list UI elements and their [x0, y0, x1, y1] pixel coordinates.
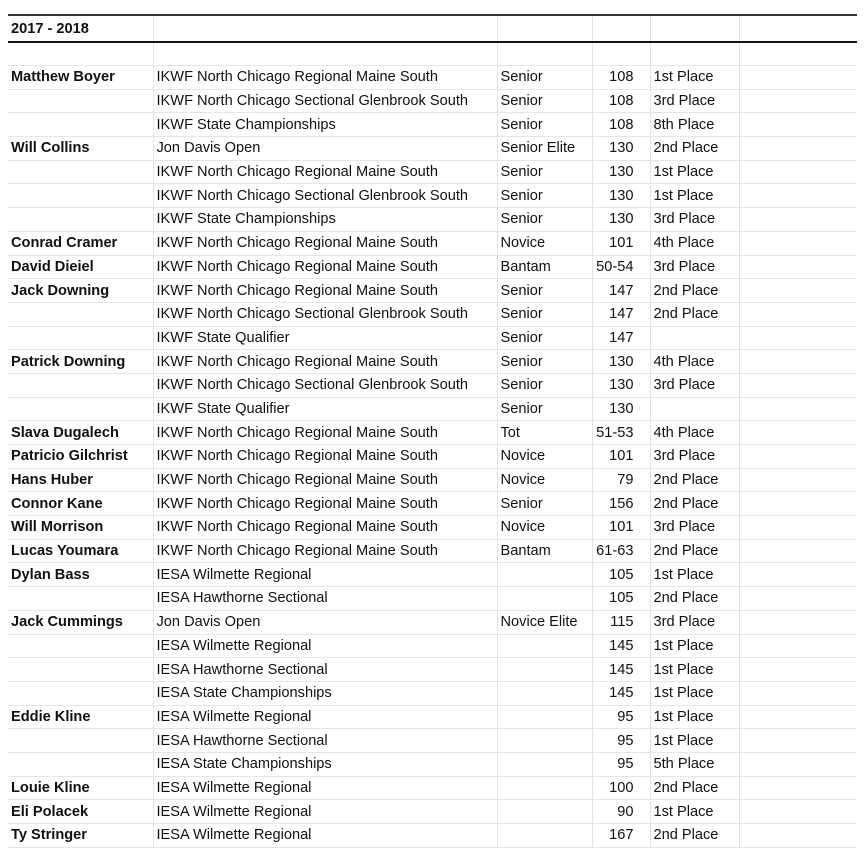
place-cell: 3rd Place — [650, 255, 739, 279]
event-cell: IESA Wilmette Regional — [153, 705, 497, 729]
event-cell: IKWF State Championships — [153, 113, 497, 137]
event-cell: IKWF North Chicago Regional Maine South — [153, 279, 497, 303]
wrestler-name-cell: Matthew Boyer — [8, 66, 153, 90]
place-cell: 1st Place — [650, 681, 739, 705]
event-cell: IESA Wilmette Regional — [153, 634, 497, 658]
place-cell: 1st Place — [650, 729, 739, 753]
empty-cell — [739, 397, 857, 421]
season-header-row — [8, 15, 857, 42]
division-cell: Bantam — [497, 255, 592, 279]
empty-cell — [739, 350, 857, 374]
weight-cell: 108 — [592, 89, 650, 113]
division-cell — [497, 681, 592, 705]
event-cell: IKWF North Chicago Regional Maine South — [153, 468, 497, 492]
event-cell: IESA Wilmette Regional — [153, 824, 497, 848]
event-cell: IESA State Championships — [153, 681, 497, 705]
empty-cell — [739, 658, 857, 682]
weight-cell: 115 — [592, 610, 650, 634]
weight-cell: 105 — [592, 563, 650, 587]
empty-cell — [739, 113, 857, 137]
wrestler-name-cell: Eli Polacek — [8, 800, 153, 824]
weight-cell: 51-53 — [592, 421, 650, 445]
weight-cell: 147 — [592, 326, 650, 350]
wrestler-name-cell — [8, 729, 153, 753]
place-cell: 3rd Place — [650, 516, 739, 540]
wrestler-name-cell — [8, 752, 153, 776]
empty-cell — [739, 15, 857, 42]
division-cell: Novice — [497, 231, 592, 255]
place-cell: 3rd Place — [650, 610, 739, 634]
event-cell: IESA Hawthorne Sectional — [153, 587, 497, 611]
empty-cell — [739, 800, 857, 824]
wrestler-name-cell: Slava Dugalech — [8, 421, 153, 445]
division-cell: Senior — [497, 208, 592, 232]
wrestler-name-cell — [8, 89, 153, 113]
empty-cell — [739, 89, 857, 113]
division-cell: Senior — [497, 160, 592, 184]
event-cell: IKWF North Chicago Regional Maine South — [153, 231, 497, 255]
weight-cell: 156 — [592, 492, 650, 516]
place-cell: 2nd Place — [650, 302, 739, 326]
event-cell: IKWF North Chicago Regional Maine South — [153, 539, 497, 563]
place-cell: 1st Place — [650, 634, 739, 658]
place-cell: 2nd Place — [650, 539, 739, 563]
weight-cell: 95 — [592, 752, 650, 776]
place-cell: 1st Place — [650, 800, 739, 824]
wrestler-name-cell: David Dieiel — [8, 255, 153, 279]
place-cell: 8th Place — [650, 113, 739, 137]
empty-cell — [739, 468, 857, 492]
weight-cell: 101 — [592, 516, 650, 540]
empty-cell — [739, 492, 857, 516]
empty-cell — [650, 15, 739, 42]
event-cell: IKWF North Chicago Regional Maine South — [153, 255, 497, 279]
event-cell: IESA Hawthorne Sectional — [153, 658, 497, 682]
weight-cell: 95 — [592, 705, 650, 729]
wrestler-name-cell: Will Morrison — [8, 516, 153, 540]
event-cell: IKWF North Chicago Regional Maine South — [153, 160, 497, 184]
wrestler-name-cell: Dylan Bass — [8, 563, 153, 587]
place-cell: 3rd Place — [650, 89, 739, 113]
empty-cell — [739, 752, 857, 776]
empty-cell — [739, 137, 857, 161]
division-cell: Senior — [497, 66, 592, 90]
results-sheet — [8, 14, 857, 848]
result-row — [8, 824, 857, 848]
event-cell: IESA State Championships — [153, 752, 497, 776]
result-row — [8, 160, 857, 184]
weight-cell: 130 — [592, 160, 650, 184]
wrestler-name-cell: Ty Stringer — [8, 824, 153, 848]
empty-cell — [650, 42, 739, 66]
result-row — [8, 492, 857, 516]
weight-cell: 130 — [592, 184, 650, 208]
division-cell: Senior — [497, 113, 592, 137]
empty-cell — [739, 681, 857, 705]
wrestler-name-cell — [8, 184, 153, 208]
weight-cell: 130 — [592, 137, 650, 161]
empty-cell — [739, 373, 857, 397]
wrestler-name-cell: Patricio Gilchrist — [8, 445, 153, 469]
result-row — [8, 137, 857, 161]
weight-cell: 167 — [592, 824, 650, 848]
division-cell: Novice — [497, 516, 592, 540]
result-row — [8, 776, 857, 800]
place-cell: 2nd Place — [650, 776, 739, 800]
division-cell: Senior — [497, 326, 592, 350]
empty-cell — [739, 776, 857, 800]
wrestler-name-cell: Hans Huber — [8, 468, 153, 492]
empty-cell — [739, 587, 857, 611]
event-cell: IKWF North Chicago Regional Maine South — [153, 516, 497, 540]
empty-cell — [739, 445, 857, 469]
wrestler-name-cell — [8, 113, 153, 137]
place-cell: 2nd Place — [650, 137, 739, 161]
weight-cell: 95 — [592, 729, 650, 753]
result-row — [8, 752, 857, 776]
result-row — [8, 89, 857, 113]
place-cell: 2nd Place — [650, 824, 739, 848]
event-cell: Jon Davis Open — [153, 137, 497, 161]
event-cell: IKWF State Qualifier — [153, 397, 497, 421]
place-cell: 2nd Place — [650, 468, 739, 492]
division-cell — [497, 563, 592, 587]
place-cell: 1st Place — [650, 705, 739, 729]
result-row — [8, 421, 857, 445]
division-cell: Senior — [497, 302, 592, 326]
empty-cell — [592, 15, 650, 42]
place-cell: 2nd Place — [650, 587, 739, 611]
empty-cell — [739, 539, 857, 563]
weight-cell: 147 — [592, 279, 650, 303]
weight-cell: 101 — [592, 231, 650, 255]
division-cell — [497, 658, 592, 682]
weight-cell: 101 — [592, 445, 650, 469]
division-cell — [497, 729, 592, 753]
place-cell: 5th Place — [650, 752, 739, 776]
wrestler-name-cell — [8, 302, 153, 326]
division-cell — [497, 824, 592, 848]
division-cell: Bantam — [497, 539, 592, 563]
result-row — [8, 705, 857, 729]
result-row — [8, 326, 857, 350]
weight-cell: 79 — [592, 468, 650, 492]
place-cell: 3rd Place — [650, 208, 739, 232]
weight-cell: 108 — [592, 113, 650, 137]
weight-cell: 130 — [592, 350, 650, 374]
division-cell: Senior — [497, 89, 592, 113]
weight-cell: 61-63 — [592, 539, 650, 563]
wrestler-name-cell — [8, 634, 153, 658]
place-cell: 3rd Place — [650, 445, 739, 469]
empty-cell — [739, 705, 857, 729]
result-row — [8, 658, 857, 682]
division-cell: Senior — [497, 397, 592, 421]
result-row — [8, 113, 857, 137]
empty-cell — [739, 302, 857, 326]
weight-cell: 50-54 — [592, 255, 650, 279]
result-row — [8, 350, 857, 374]
division-cell: Senior — [497, 350, 592, 374]
weight-cell: 145 — [592, 658, 650, 682]
division-cell: Tot — [497, 421, 592, 445]
weight-cell: 100 — [592, 776, 650, 800]
division-cell: Novice — [497, 445, 592, 469]
division-cell: Novice — [497, 468, 592, 492]
wrestler-name-cell — [8, 397, 153, 421]
empty-cell — [739, 279, 857, 303]
division-cell: Senior Elite — [497, 137, 592, 161]
weight-cell: 147 — [592, 302, 650, 326]
empty-cell — [8, 42, 153, 66]
weight-cell: 145 — [592, 681, 650, 705]
place-cell: 2nd Place — [650, 492, 739, 516]
wrestler-name-cell: Jack Cummings — [8, 610, 153, 634]
empty-cell — [739, 421, 857, 445]
division-cell — [497, 800, 592, 824]
empty-cell — [739, 516, 857, 540]
result-row — [8, 279, 857, 303]
empty-cell — [739, 563, 857, 587]
result-row — [8, 373, 857, 397]
event-cell: IKWF North Chicago Regional Maine South — [153, 445, 497, 469]
division-cell — [497, 752, 592, 776]
result-row — [8, 634, 857, 658]
place-cell: 4th Place — [650, 421, 739, 445]
event-cell: IKWF North Chicago Regional Maine South — [153, 350, 497, 374]
wrestler-name-cell — [8, 208, 153, 232]
results-table-body — [8, 15, 857, 847]
result-row — [8, 729, 857, 753]
result-row — [8, 208, 857, 232]
empty-cell — [739, 824, 857, 848]
weight-cell: 145 — [592, 634, 650, 658]
empty-cell — [497, 15, 592, 42]
weight-cell: 90 — [592, 800, 650, 824]
empty-cell — [153, 42, 497, 66]
wrestler-name-cell — [8, 160, 153, 184]
event-cell: IKWF North Chicago Regional Maine South — [153, 492, 497, 516]
place-cell: 3rd Place — [650, 373, 739, 397]
empty-cell — [153, 15, 497, 42]
place-cell: 2nd Place — [650, 279, 739, 303]
empty-cell — [739, 610, 857, 634]
empty-cell — [739, 255, 857, 279]
event-cell: IKWF North Chicago Sectional Glenbrook South — [153, 89, 497, 113]
empty-cell — [739, 208, 857, 232]
wrestler-name-cell — [8, 587, 153, 611]
event-cell: IKWF State Championships — [153, 208, 497, 232]
weight-cell: 108 — [592, 66, 650, 90]
result-row — [8, 681, 857, 705]
empty-cell — [739, 66, 857, 90]
wrestler-name-cell: Conrad Cramer — [8, 231, 153, 255]
wrestler-name-cell: Will Collins — [8, 137, 153, 161]
season-title: 2017 - 2018 — [8, 15, 153, 42]
place-cell: 1st Place — [650, 658, 739, 682]
result-row — [8, 445, 857, 469]
wrestler-name-cell — [8, 326, 153, 350]
weight-cell: 105 — [592, 587, 650, 611]
empty-cell — [739, 160, 857, 184]
event-cell: IKWF North Chicago Sectional Glenbrook South — [153, 184, 497, 208]
place-cell: 4th Place — [650, 231, 739, 255]
division-cell: Senior — [497, 184, 592, 208]
division-cell: Senior — [497, 492, 592, 516]
weight-cell: 130 — [592, 373, 650, 397]
wrestler-name-cell: Lucas Youmara — [8, 539, 153, 563]
place-cell: 1st Place — [650, 184, 739, 208]
result-row — [8, 184, 857, 208]
empty-cell — [592, 42, 650, 66]
empty-cell — [739, 729, 857, 753]
wrestler-name-cell: Louie Kline — [8, 776, 153, 800]
place-cell: 1st Place — [650, 160, 739, 184]
event-cell: IKWF North Chicago Sectional Glenbrook South — [153, 373, 497, 397]
empty-cell — [739, 184, 857, 208]
result-row — [8, 255, 857, 279]
division-cell: Senior — [497, 279, 592, 303]
event-cell: IKWF North Chicago Regional Maine South — [153, 421, 497, 445]
event-cell: IESA Hawthorne Sectional — [153, 729, 497, 753]
event-cell: IKWF North Chicago Regional Maine South — [153, 66, 497, 90]
empty-cell — [739, 231, 857, 255]
empty-cell — [497, 42, 592, 66]
result-row — [8, 231, 857, 255]
division-cell: Senior — [497, 373, 592, 397]
place-cell: 4th Place — [650, 350, 739, 374]
weight-cell: 130 — [592, 208, 650, 232]
wrestler-name-cell — [8, 373, 153, 397]
result-row — [8, 539, 857, 563]
place-cell: 1st Place — [650, 563, 739, 587]
result-row — [8, 800, 857, 824]
empty-cell — [739, 42, 857, 66]
place-cell: 1st Place — [650, 66, 739, 90]
division-cell: Novice Elite — [497, 610, 592, 634]
weight-cell: 130 — [592, 397, 650, 421]
empty-cell — [739, 634, 857, 658]
empty-cell — [739, 326, 857, 350]
result-row — [8, 302, 857, 326]
event-cell: IKWF State Qualifier — [153, 326, 497, 350]
division-cell — [497, 587, 592, 611]
wrestler-name-cell — [8, 681, 153, 705]
event-cell: IESA Wilmette Regional — [153, 563, 497, 587]
wrestler-name-cell: Jack Downing — [8, 279, 153, 303]
spacer-row — [8, 42, 857, 66]
wrestler-name-cell: Connor Kane — [8, 492, 153, 516]
place-cell — [650, 397, 739, 421]
result-row — [8, 397, 857, 421]
result-row — [8, 610, 857, 634]
result-row — [8, 66, 857, 90]
division-cell — [497, 705, 592, 729]
result-row — [8, 587, 857, 611]
division-cell — [497, 634, 592, 658]
wrestler-name-cell — [8, 658, 153, 682]
event-cell: IESA Wilmette Regional — [153, 776, 497, 800]
result-row — [8, 468, 857, 492]
event-cell: IESA Wilmette Regional — [153, 800, 497, 824]
event-cell: IKWF North Chicago Sectional Glenbrook South — [153, 302, 497, 326]
wrestler-name-cell: Eddie Kline — [8, 705, 153, 729]
wrestler-name-cell: Patrick Downing — [8, 350, 153, 374]
result-row — [8, 516, 857, 540]
event-cell: Jon Davis Open — [153, 610, 497, 634]
result-row — [8, 563, 857, 587]
division-cell — [497, 776, 592, 800]
place-cell — [650, 326, 739, 350]
